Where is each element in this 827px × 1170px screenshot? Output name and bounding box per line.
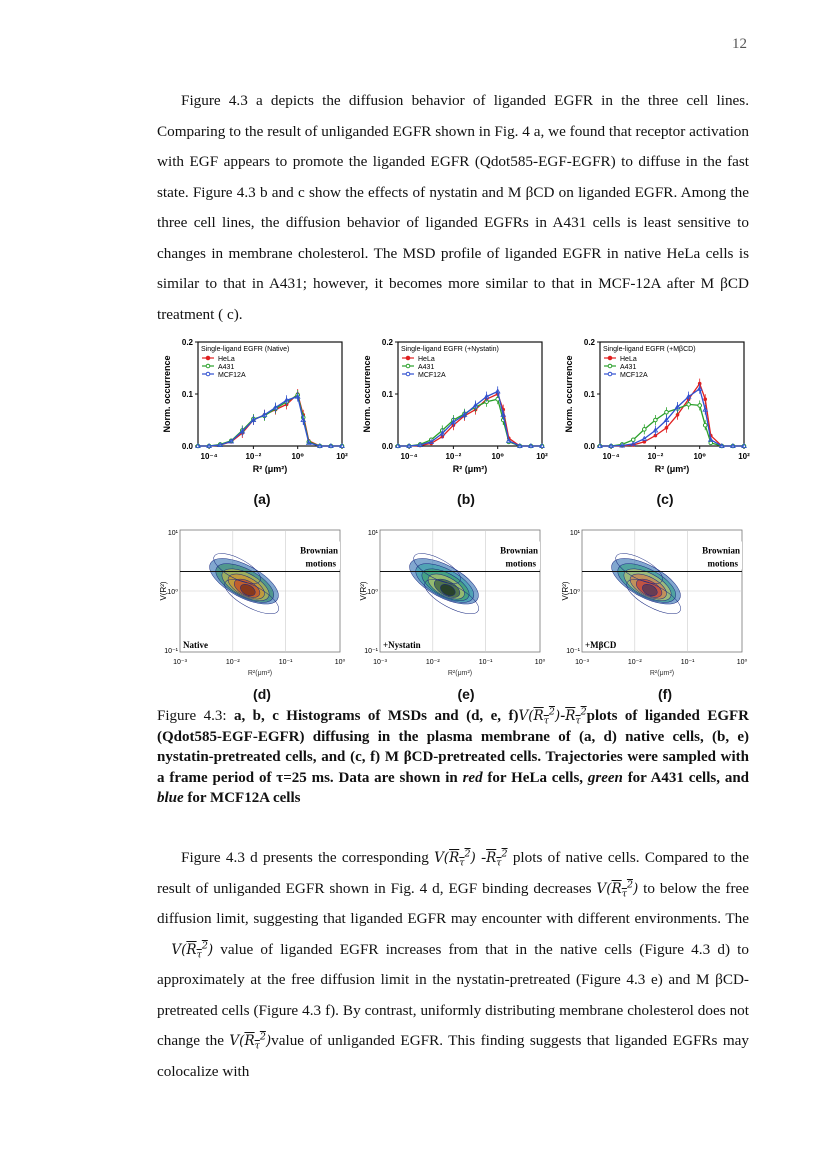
x-tick-label: 10⁰ xyxy=(291,452,304,461)
legend-marker xyxy=(206,356,210,360)
legend-title: Single-ligand EGFR (+Nystatin) xyxy=(401,346,499,353)
panel-label-a: (a) xyxy=(253,491,271,507)
contour-plot-d xyxy=(160,522,350,682)
histogram-panel-c xyxy=(562,334,752,484)
data-point xyxy=(665,426,669,430)
y-tick-label: 10⁻¹ xyxy=(566,648,580,655)
x-tick-label: 10⁻³ xyxy=(173,659,187,666)
legend-marker xyxy=(608,364,612,368)
legend-item: HeLa xyxy=(218,356,235,363)
x-tick-label: 10⁻² xyxy=(647,452,664,461)
y-tick-label: 10⁰ xyxy=(367,589,378,596)
x-tick-label: 10⁰ xyxy=(334,659,346,666)
data-point xyxy=(643,428,647,432)
legend-item: MCF12A xyxy=(418,372,446,379)
body-paragraph-1: Figure 4.3 a depicts the diffusion behavior of liganded EGFR in the three cell lines. Comparing to the result of unliganded EGFR shown in Fig. 4 a, we found that receptor activation with EGF appears to promote the liganded EGFR (Qdot585-EGF-EGFR) to diffuse in the fast state. Figure 4.3 b and c show the effects of nystatin and M βCD on liganded EGFR. Among the three cell lines, the diffusion behavior of liganded EGFRs in A431 cells is least sensitive to changes in membrane cholesterol. The MSD profile of liganded EGFR in native HeLa cells is similar to that in A431; however, it becomes more similar to that in MCF-12A after M βCD treatment ( c). xyxy=(157,92,749,323)
y-axis-label: V(R²) xyxy=(159,581,168,601)
y-axis-label: V(R²) xyxy=(561,581,570,601)
data-point xyxy=(687,403,691,407)
brownian-label: motions xyxy=(707,558,738,569)
y-tick-label: 0.0 xyxy=(181,442,193,451)
y-tick-label: 10⁰ xyxy=(167,589,178,596)
x-axis-label: R²(μm²) xyxy=(649,670,675,677)
x-tick-label: 10² xyxy=(336,452,348,461)
x-tick-label: 10⁻² xyxy=(627,659,642,666)
body-paragraph-2: Figure 4.3 d presents the corresponding $V(R_\tau^2)$ $-R_\tau^2$ plots of native cells. Compared to the result of unliganded EGFR shown in Fig. 4 d, EGF binding decreases $V(R_\tau^2)$ to below the free diffusion limit, suggesting that liganded EGFR may encounter with different environments. The $V(R_\tau^2)$ value of liganded EGFR increases from that in the native cells (Figure 4.3 d) to approximately at the free diffusion limit in the nystatin-pretreated (Figure 4.3 e) and M βCD-pretreated cells (Figure 4.3 f). By contrast, uniformly distributing membrane cholesterol does not change the $V(R_\tau^2)value$ of unliganded EGFR. This finding suggests that liganded EGFRs may colocalize with xyxy=(157,848,749,1080)
data-point xyxy=(703,423,707,427)
panel-label-d: (d) xyxy=(253,686,271,702)
x-tick-label: 10⁻¹ xyxy=(278,659,293,666)
x-tick-label: 10⁻² xyxy=(225,659,240,666)
legend-marker xyxy=(406,356,410,360)
legend-title: Single-ligand EGFR (Native) xyxy=(201,346,290,353)
panel-label-c: (c) xyxy=(656,491,674,507)
brownian-label: Brownian xyxy=(500,545,538,556)
data-point xyxy=(654,418,658,422)
y-tick-label: 0.0 xyxy=(583,442,595,451)
contour-panel-e xyxy=(360,522,550,682)
x-axis-label: R²(μm²) xyxy=(447,670,473,677)
x-tick-label: 10⁰ xyxy=(736,659,748,666)
y-tick-label: 0.1 xyxy=(181,390,193,399)
x-tick-label: 10⁻⁴ xyxy=(200,452,218,461)
histogram-panel-a xyxy=(160,334,350,484)
x-tick-label: 10⁻² xyxy=(425,659,440,666)
contour-plot-f xyxy=(562,522,752,682)
y-tick-label: 0.2 xyxy=(583,338,595,347)
histogram-chart-c xyxy=(562,334,752,484)
legend-item: A431 xyxy=(418,364,435,371)
panel-label-b: (b) xyxy=(457,491,475,507)
legend-item: MCF12A xyxy=(620,372,648,379)
figure-caption: Figure 4.3: a, b, c Histograms of MSDs and (d, e, $f)V(R_\tau^2)-R_\tau^2plots$ of liganded EGFR (Qdot585-EGF-EGFR) diffusing in the plasma membrane of (a, d) native cells, (b, e) nystatin-pretreated cells, and (c, f) M βCD-pretreated cells. Trajectories were sampled with a frame period of τ=25 ms. Data are shown in red for HeLa cells, green for A431 cells, and blue for MCF12A cells xyxy=(157,706,749,806)
histogram-chart-b xyxy=(360,334,550,484)
contour-panel-f xyxy=(562,522,752,682)
brownian-label: Brownian xyxy=(300,545,338,556)
y-tick-label: 0.2 xyxy=(381,338,393,347)
x-tick-label: 10⁻² xyxy=(245,452,262,461)
x-tick-label: 10⁰ xyxy=(693,452,706,461)
legend-marker xyxy=(206,372,210,376)
x-tick-label: 10² xyxy=(536,452,548,461)
y-tick-label: 0.0 xyxy=(381,442,393,451)
legend-item: A431 xyxy=(218,364,235,371)
histogram-chart-a xyxy=(160,334,350,484)
y-tick-label: 0.2 xyxy=(181,338,193,347)
brownian-label: motions xyxy=(305,558,336,569)
legend-title: Single-ligand EGFR (+MβCD) xyxy=(603,346,696,353)
x-tick-label: 10⁻¹ xyxy=(680,659,695,666)
condition-label: +Nystatin xyxy=(383,640,421,650)
legend-item: HeLa xyxy=(418,356,435,363)
x-axis-label: R² (μm²) xyxy=(452,464,488,474)
panel-label-e: (e) xyxy=(457,686,475,702)
condition-label: +MβCD xyxy=(585,640,617,650)
histogram-panel-b xyxy=(360,334,550,484)
legend-marker xyxy=(608,356,612,360)
condition-label: Native xyxy=(183,640,208,650)
brownian-label: Brownian xyxy=(702,545,740,556)
x-tick-label: 10⁻⁴ xyxy=(400,452,418,461)
contour-plot-e xyxy=(360,522,550,682)
y-tick-label: 0.1 xyxy=(583,390,595,399)
x-axis-label: R² (μm²) xyxy=(654,464,690,474)
contour-panel-d xyxy=(160,522,350,682)
page-number: 12 xyxy=(732,36,747,52)
legend-marker xyxy=(608,372,612,376)
legend-item: A431 xyxy=(620,364,637,371)
x-tick-label: 10⁰ xyxy=(534,659,546,666)
brownian-label: motions xyxy=(505,558,536,569)
panel-label-f: (f) xyxy=(658,686,672,702)
data-point xyxy=(665,410,669,414)
y-axis-label: V(R²) xyxy=(359,581,368,601)
y-axis-label: Norm. occurrence xyxy=(162,355,172,433)
y-tick-label: 10¹ xyxy=(367,530,378,537)
x-tick-label: 10⁻¹ xyxy=(478,659,493,666)
data-point xyxy=(698,404,702,408)
legend-marker xyxy=(206,364,210,368)
y-tick-label: 10¹ xyxy=(569,530,580,537)
x-axis-label: R² (μm²) xyxy=(252,464,288,474)
y-tick-label: 10⁻¹ xyxy=(364,648,378,655)
y-tick-label: 0.1 xyxy=(381,390,393,399)
x-tick-label: 10⁻³ xyxy=(575,659,589,666)
legend-marker xyxy=(406,372,410,376)
y-tick-label: 10⁰ xyxy=(569,589,580,596)
x-tick-label: 10⁻⁴ xyxy=(602,452,620,461)
y-tick-label: 10¹ xyxy=(167,530,178,537)
y-tick-label: 10⁻¹ xyxy=(164,648,178,655)
x-axis-label: R²(μm²) xyxy=(247,670,273,677)
x-tick-label: 10² xyxy=(738,452,750,461)
x-tick-label: 10⁻³ xyxy=(373,659,387,666)
x-tick-label: 10⁻² xyxy=(445,452,462,461)
y-axis-label: Norm. occurrence xyxy=(362,355,372,433)
x-tick-label: 10⁰ xyxy=(491,452,504,461)
y-axis-label: Norm. occurrence xyxy=(564,355,574,433)
legend-item: HeLa xyxy=(620,356,637,363)
legend-item: MCF12A xyxy=(218,372,246,379)
data-point xyxy=(703,397,707,401)
legend-marker xyxy=(406,364,410,368)
